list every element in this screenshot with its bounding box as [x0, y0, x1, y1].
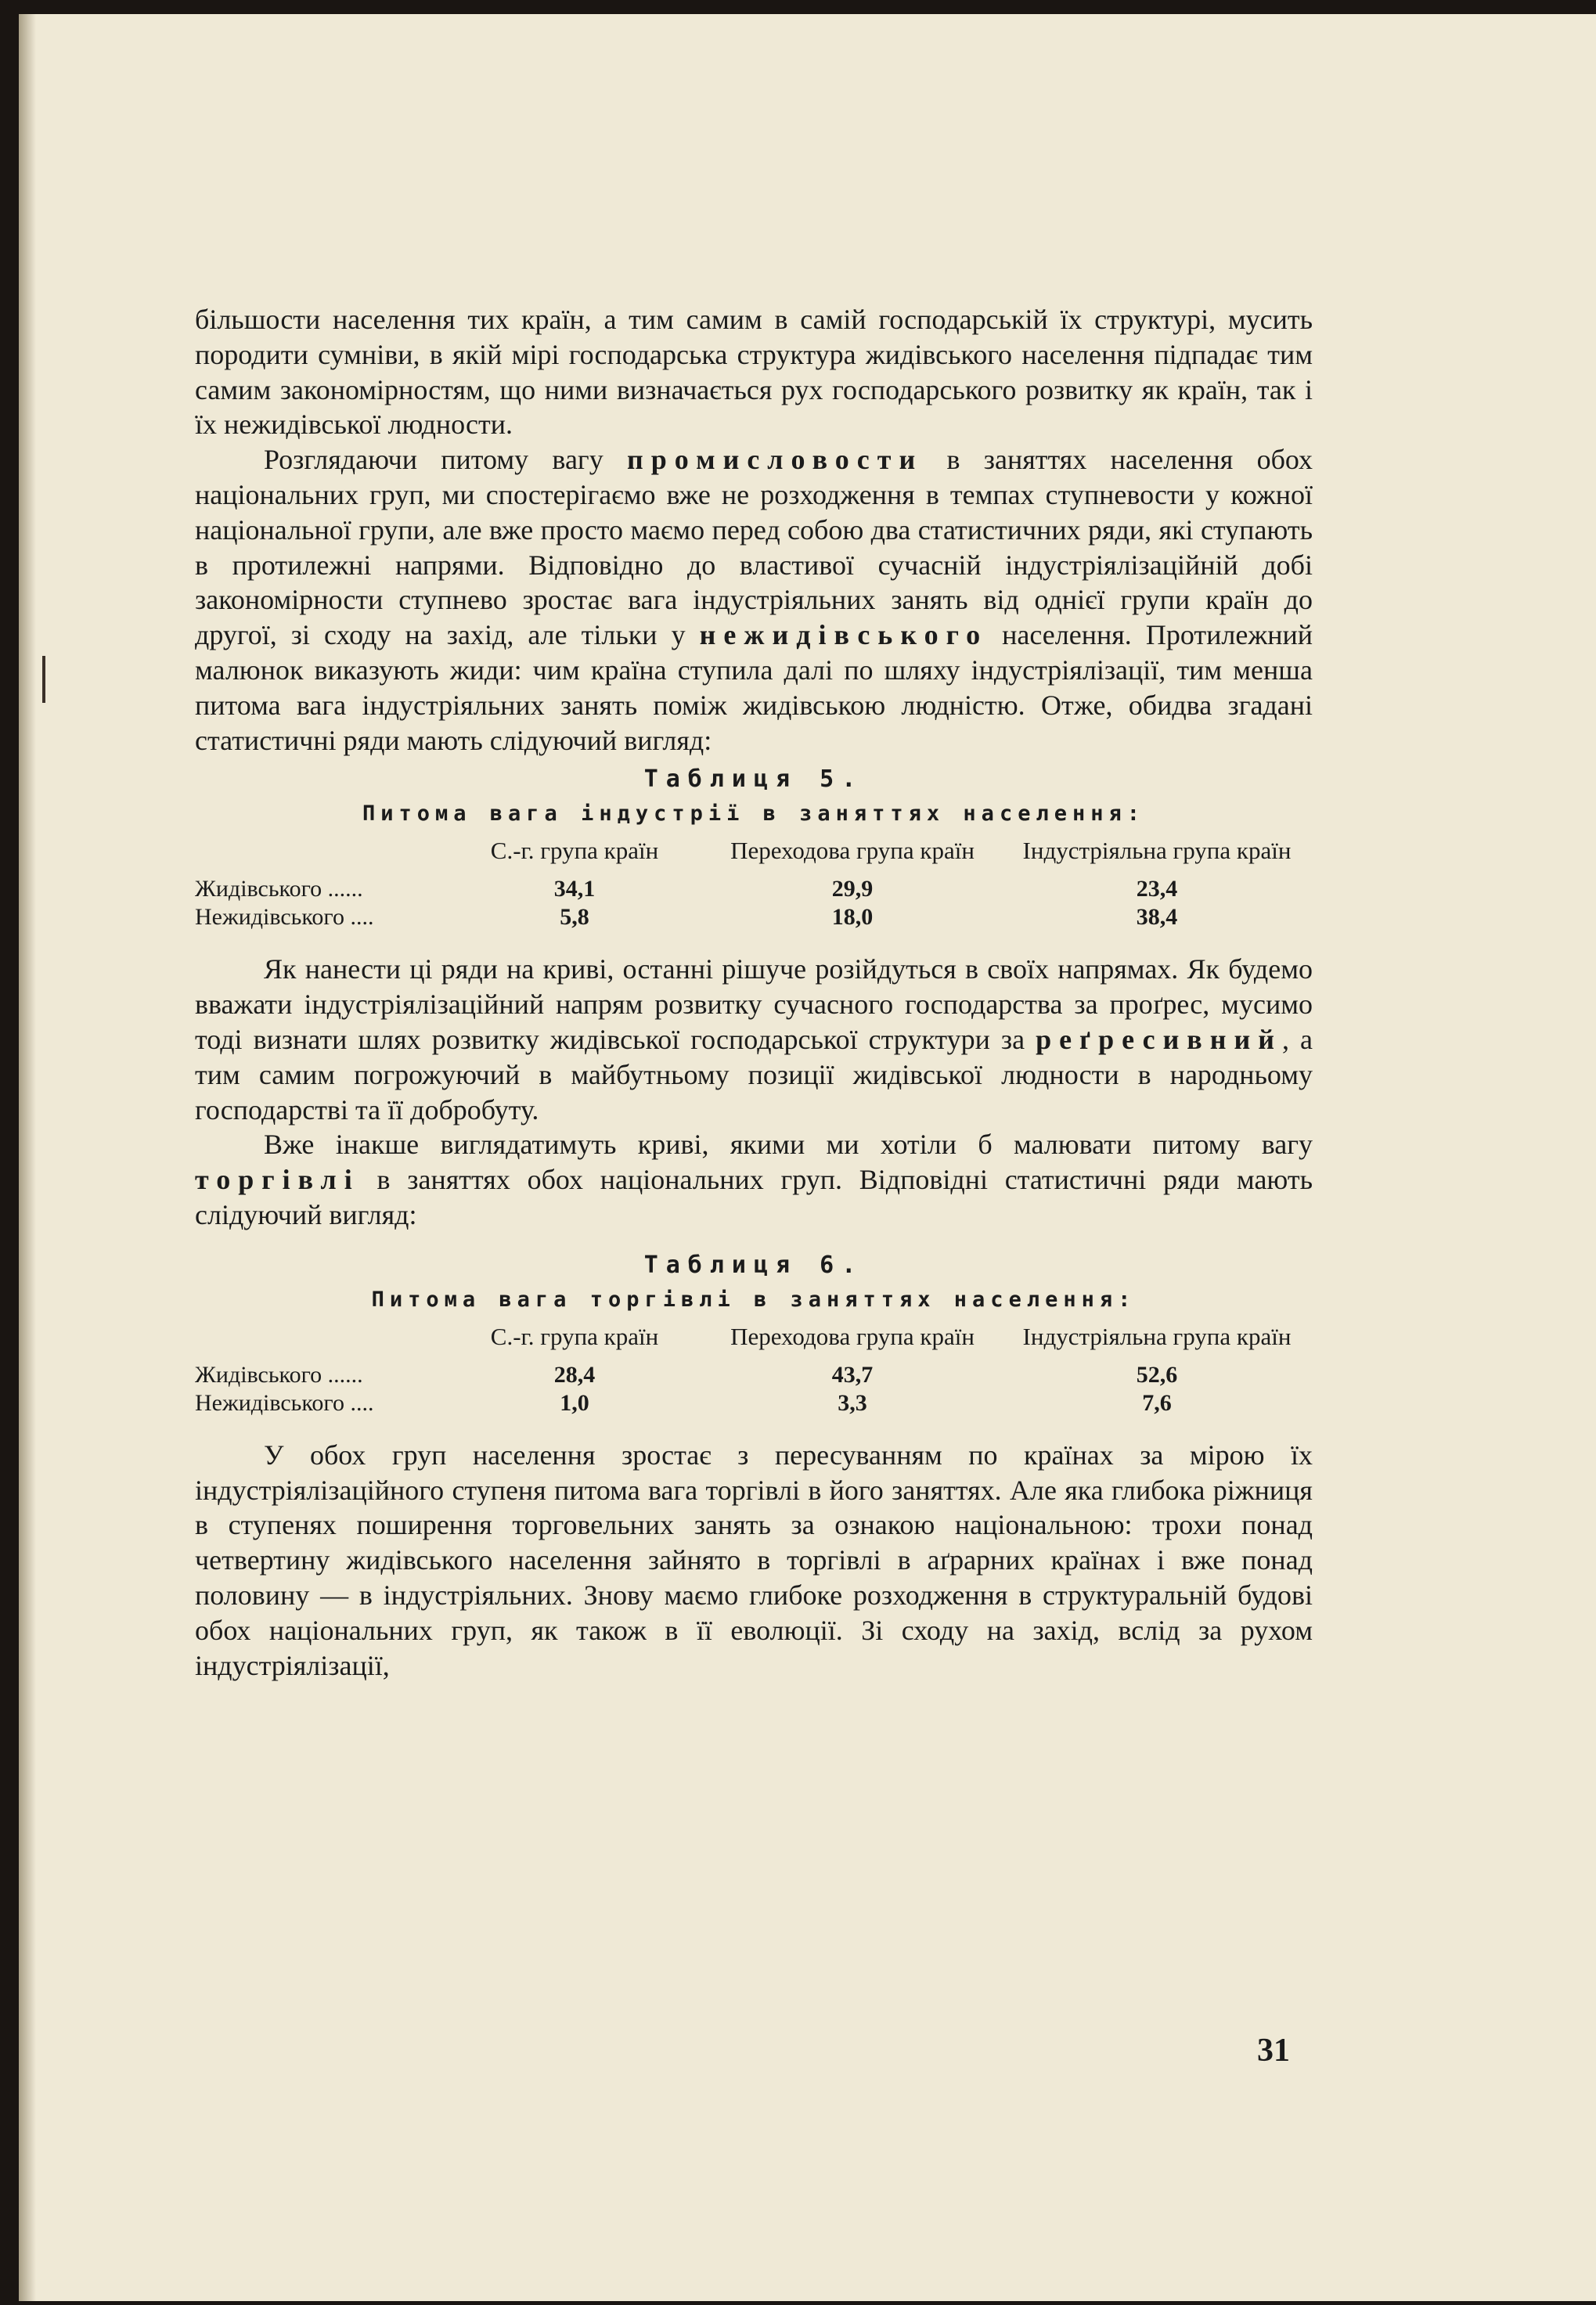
table5-subtitle: Питома вага індустрії в заняттях населення: [362, 801, 1145, 827]
text-run: Як нанести ці ряди на криві, останні рішуче розійдуться в своїх напрямах. Як будемо вважати індустріялізаційний напрям розвитку сучасного господарства за проґрес, мусимо тоді визнати шлях розвитку жидівської господарської структури за [195, 953, 1313, 1055]
table-row [195, 875, 1313, 903]
text-run: , а тим самим погрожуючий в майбутньому позиції жидівської людности в народньому господарстві та її добробуту. [195, 1023, 1313, 1125]
table-cell: 7,6 [1142, 1389, 1172, 1416]
emphasis-word: промисловости [626, 444, 924, 476]
text-run: населення. Протилежний малюнок виказують жиди: чим країна ступила далі по шляху індустріялізації, тим менша питома вага індустріяльних занять поміж жидівською людністю. Отже, обидва згадані статистичні ряди мають слідуючий вигляд: [195, 619, 1313, 756]
paragraph-trade-growth: У обох груп населення зростає з пересуванням по країнах за мірою їх індустріялізаційного ступеня питома вага торгівлі в його заняттях. Але яка глибока ріжниця в ступенях поширення торговельних занять за ознакою національною: трохи понад четвертину жидівського населення зайнято в торгівлі в аґрарних країнах і вже понад половину — в індустріяльних. Знову маємо глибоке розходження в структуральній будові обох національних груп, як також в її еволюції. Зі сходу на захід, вслід за рухом індустріялізації, [195, 1439, 1313, 1681]
page-number: 31 [1257, 2033, 1290, 2069]
table-cell: 34,1 [553, 876, 596, 902]
table-header-row [195, 837, 1313, 875]
margin-mark [42, 656, 45, 703]
table-cell: 3,3 [838, 1389, 867, 1416]
table-row [195, 1361, 1313, 1389]
text-run: Розглядаючи питому вагу [264, 444, 627, 476]
table-cell: 38,4 [1136, 904, 1178, 931]
table-cell: 52,6 [1136, 1361, 1178, 1388]
table-row [195, 1389, 1313, 1417]
text-run: в заняттях обох національних груп. Відповідні статистичні ряди мають слідуючий вигляд: [195, 1164, 1313, 1230]
header-cell: Індустріяльна група країн [1022, 1322, 1292, 1350]
header-cell: Переходова група країн [730, 1322, 975, 1350]
table6-subtitle: Питома вага торгівлі в заняттях населення: [371, 1287, 1137, 1312]
emphasis-word: торгівлі [195, 1164, 360, 1196]
header-cell: С.-г. група країн [490, 1322, 659, 1350]
table-cell: 29,9 [831, 876, 874, 902]
table5-title: Таблиця 5. [643, 765, 864, 794]
header-cell [195, 837, 445, 875]
row-label: Нежидівського .... [195, 1389, 374, 1416]
table-cell: 5,8 [560, 904, 589, 931]
paragraph-continuation: більшости населення тих країн, а тим самим в самій господарській їх структурі, мусить породити сумніви, в якій мірі господарська структура жидівського населення підпадає тим самим закономірностям, що ними визначається рух господарського розвитку як країн, так і їх нежидівської людности. [195, 304, 1313, 441]
emphasis-word: реґресивний [1036, 1023, 1282, 1055]
header-cell [195, 1324, 445, 1361]
text-run: Вже інакше виглядатимуть криві, якими ми хотіли б малювати питому вагу [264, 1129, 1313, 1161]
table6 [195, 1324, 1313, 1417]
table6-title: Таблиця 6. [643, 1251, 864, 1279]
header-cell: Індустріяльна група країн [1022, 837, 1292, 865]
table-cell: 23,4 [1136, 876, 1178, 902]
table-row [195, 903, 1313, 931]
row-label: Жидівського ...... [195, 1361, 363, 1388]
page-text [195, 302, 1313, 1683]
row-label: Жидівського ...... [195, 876, 363, 902]
header-cell: С.-г. група країн [490, 837, 659, 865]
table-cell: 43,7 [831, 1361, 874, 1388]
paragraph-industry [195, 442, 1313, 758]
table-cell: 1,0 [560, 1389, 589, 1416]
table5 [195, 837, 1313, 931]
header-cell: Переходова група країн [730, 837, 975, 865]
paragraph-trade [195, 1127, 1313, 1232]
table-cell: 18,0 [831, 904, 874, 931]
page-gutter [19, 14, 36, 2301]
row-label: Нежидівського .... [195, 904, 374, 931]
emphasis-word: нежидівського [699, 619, 989, 651]
paragraph-regressive [195, 952, 1313, 1127]
text-run: в заняттях населення обох національних груп, ми спостерігаємо вже не розходження в темпах ступневости у кожної національної групи, але вже просто маємо перед собою два статистичних ряди, які ступають в протилежні напрями. Відповідно до властивої сучасній індустріялізаційній добі закономірности ступнево зростає вага індустріяльних занять від однієї групи країн до другої, зі сходу на захід, але тільки у [195, 444, 1313, 651]
table-cell: 28,4 [553, 1361, 596, 1388]
book-page [19, 14, 1596, 2301]
table-header-row [195, 1324, 1313, 1361]
